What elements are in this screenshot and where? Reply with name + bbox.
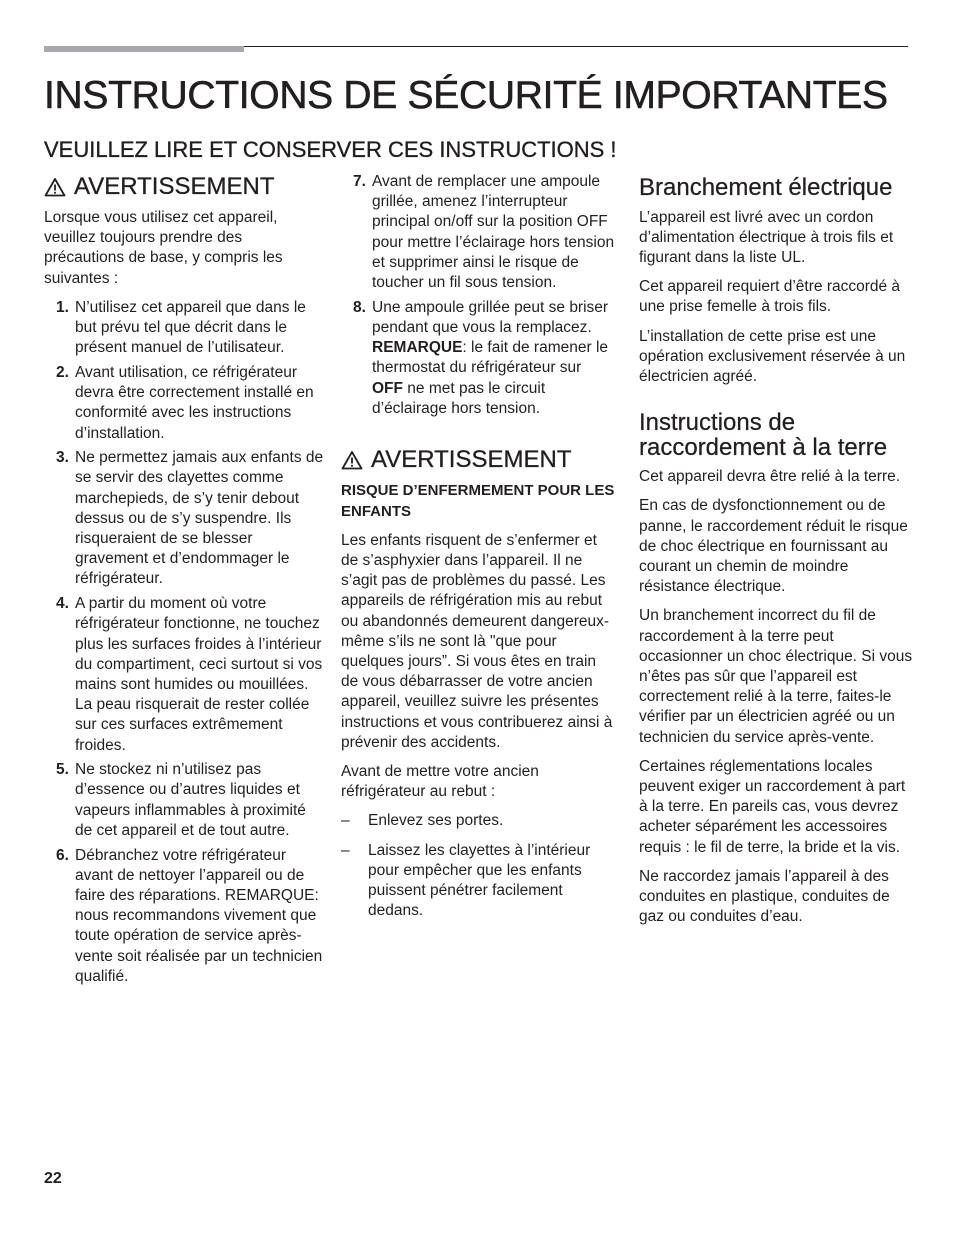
safety-list <box>44 298 324 987</box>
page-title: INSTRUCTIONS DE SÉCURITÉ IMPORTANTES <box>44 74 888 117</box>
list-item-number: 1. <box>56 298 69 316</box>
header-rule <box>244 46 908 47</box>
list-item-text: Laissez les clayettes à l’intérieur pour empêcher que les enfants puissent pénétrer facilement dedans. <box>368 841 591 920</box>
remark-label: REMARQUE <box>372 339 463 357</box>
risk-heading: RISQUE D’ENFERMEMENT POUR LES ENFANTS <box>341 482 615 520</box>
off-label: OFF <box>372 379 403 397</box>
column-left <box>44 172 324 992</box>
section-heading-electrical: Branchement électrique <box>639 174 893 201</box>
paragraph: En cas de dysfonctionnement ou de panne, le raccordement réduit le risque de choc électrique en fournissant au courant un chemin de moindre résistance électrique. <box>639 497 908 596</box>
list-item-text-part: : le fait de ramener le thermostat du réfrigérateur sur <box>372 339 609 377</box>
list-item-text-part: ne met pas le circuit d’éclairage hors tension. <box>372 379 546 417</box>
warning-intro: Lorsque vous utilisez cet appareil, veuillez toujours prendre des précautions de base, y compris les suivantes : <box>44 209 283 287</box>
list-item-text: Avant de remplacer une ampoule grillée, amenez l’interrupteur principal on/off sur la position OFF pour mettre l’éclairage hors tension et supprimer ainsi le risque de toucher un fil sous tension. <box>372 173 615 292</box>
list-item-number: 7. <box>353 173 366 190</box>
list-item-text: A partir du moment où votre réfrigérateur fonctionne, ne touchez plus les surfaces froides à l’intérieur du compartiment, ceci surtout si vos mains sont humides ou mouillées. La peau risquerait de rester collée sur ces surfaces extrêmement froides. <box>75 595 323 754</box>
list-item-text: Avant utilisation, ce réfrigérateur devra être correctement installé en conformité avec les instructions d’installation. <box>75 363 314 442</box>
list-item-number: 5. <box>56 761 69 779</box>
list-item <box>44 846 324 987</box>
section-heading-grounding: Instructions de raccordement à la terre <box>639 409 888 461</box>
warning-title: AVERTISSEMENT <box>74 173 275 200</box>
disposal-intro: Avant de mettre votre ancien réfrigérateur au rebut : <box>341 763 539 801</box>
page-subtitle: VEUILLEZ LIRE ET CONSERVER CES INSTRUCTIONS ! <box>44 137 617 162</box>
dash-bullet: – <box>341 841 350 859</box>
list-item-number: 4. <box>56 595 69 613</box>
column-middle <box>341 172 616 931</box>
warning-triangle-icon <box>341 450 363 470</box>
warning-title: AVERTISSEMENT <box>371 446 572 474</box>
risk-paragraph: Les enfants risquent de s’enfermer et de s’asphyxier dans l’appareil. Il ne s’agit pas de problèmes du passé. Les appareils de réfrigération mis au rebut ou abandonnés demeurent dangereux-même s’ils ne sont là "que pour quelques jours”. Si vous êtes en train de vous débarrasser de votre ancien appareil, veuillez suivre les présentes instructions et vous contribuerez ainsi à prévenir des accidents. <box>341 531 613 751</box>
paragraph: Certaines réglementations locales peuvent exiger un raccordement à part à la terre. En pareils cas, vous devrez acheter séparément les accessoires requis : le fil de terre, la bride et la vis. <box>639 757 906 856</box>
list-item-text-part: Une ampoule grillée peut se briser pendant que vous la remplacez. <box>372 298 609 336</box>
paragraph: Ne raccordez jamais l’appareil à des conduites en plastique, conduites de gaz ou conduites d’eau. <box>639 867 890 926</box>
header-accent-bar <box>44 46 244 52</box>
warning-heading <box>341 445 616 475</box>
list-item <box>341 298 616 419</box>
paragraph: Un branchement incorrect du fil de raccordement à la terre peut occasionner un choc électrique. Si vous n’êtes pas sûr que l’appareil est correctement relié à la terre, faites-le vérifier par un électricien agréé ou un technicien du service après-vente. <box>639 607 913 746</box>
list-item-number: 3. <box>56 449 69 467</box>
paragraph: L’installation de cette prise est une opération exclusivement réservée à un électricien agréé. <box>639 327 906 385</box>
warning-heading <box>44 172 324 202</box>
disposal-list <box>341 811 616 921</box>
list-item <box>44 594 324 756</box>
dash-bullet: – <box>341 812 350 830</box>
list-item-text <box>372 299 608 417</box>
paragraph: Cet appareil devra être relié à la terre. <box>639 468 901 486</box>
list-item-number: 6. <box>56 846 69 864</box>
list-item-number: 2. <box>56 363 69 381</box>
list-item <box>341 172 616 293</box>
list-item-text: Enlevez ses portes. <box>368 812 504 830</box>
paragraph: L’appareil est livré avec un cordon d’alimentation électrique à trois fils et figurant dans la liste UL. <box>639 208 894 266</box>
list-item-number: 8. <box>353 298 366 316</box>
list-item <box>341 811 616 831</box>
list-item-text: Ne permettez jamais aux enfants de se servir des clayettes comme marchepieds, de s’y tenir debout dessus ou de s’y suspendre. Ils risqueraient de se blesser gravement et d’endommager le réfrigérateur. <box>75 449 324 588</box>
column-right <box>639 172 914 936</box>
list-item-text: N’utilisez cet appareil que dans le but prévu tel que décrit dans le présent manuel de l’utilisateur. <box>75 298 306 357</box>
list-item-text: Débranchez votre réfrigérateur avant de nettoyer l’appareil ou de faire des réparations. REMARQUE: nous recommandons vivement que toute opération de service après-vente soit réalisée par un technicien qualifié. <box>75 846 323 985</box>
paragraph: Cet appareil requiert d’être raccordé à une prise femelle à trois fils. <box>639 278 901 316</box>
list-item <box>44 760 324 841</box>
warning-triangle-icon <box>44 177 66 197</box>
page-number: 22 <box>44 1170 62 1187</box>
list-item <box>341 841 616 922</box>
list-item <box>44 363 324 444</box>
list-item <box>44 298 324 359</box>
list-item <box>44 448 324 589</box>
safety-list-continued <box>341 172 616 419</box>
list-item-text: Ne stockez ni n’utilisez pas d’essence ou d’autres liquides et vapeurs inflammables à proximité de cet appareil et de tout autre. <box>75 761 306 839</box>
